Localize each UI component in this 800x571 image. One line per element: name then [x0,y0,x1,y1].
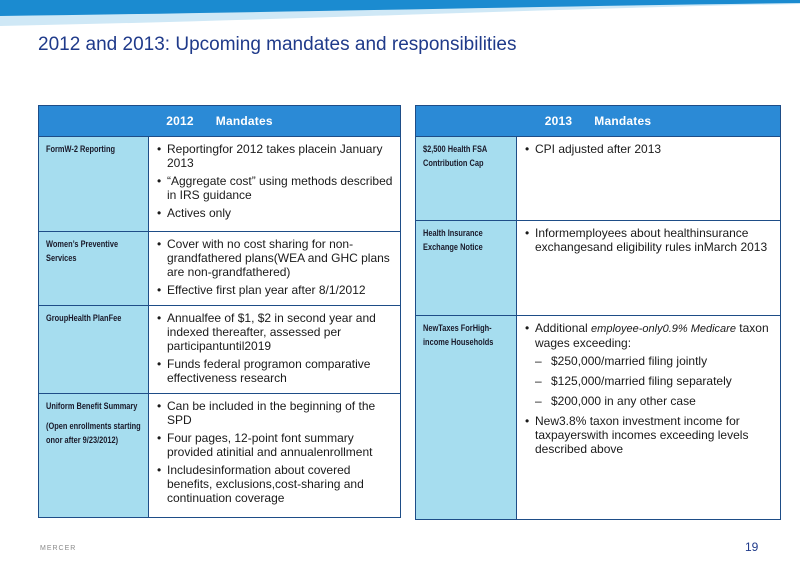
page-title: 2012 and 2013: Upcoming mandates and responsibilities [38,34,517,55]
row-content-cell [517,316,781,520]
bullet-item: • “Aggregate cost” using methods described in IRS guidance [155,174,394,202]
header-label: Mandates [215,114,273,128]
row-content-cell [149,394,401,518]
row-label: FormW-2 Reporting [46,144,116,155]
sub-bullet-item: – $125,000/married filing separately [523,374,774,388]
table-row [39,394,401,518]
table-header-row [416,106,781,137]
top-decorative-band [0,0,800,26]
mercer-logo: MERCER [40,545,77,552]
sub-bullet-item: – $200,000 in any other case [523,394,774,408]
header-year: 2012 [166,114,194,128]
bullet-item [523,321,774,350]
bullet-item: • CPI adjusted after 2013 [523,142,774,156]
bullet-item: • Four pages, 12-point font summary provided atinitial and annualenrollment [155,431,394,459]
bullet-item: • Informemployees about healthinsurance exchangesand eligibility rules inMarch 2013 [523,226,774,254]
bullet-item: • Reportingfor 2012 takes placein January 2013 [155,142,394,170]
bullet-item: • Includesinformation about covered benefits, exclusions,cost-sharing and continuation coverage [155,463,394,505]
row-content-cell [149,232,401,306]
table-2012-mandates [38,105,401,518]
page-number: 19 [745,540,759,554]
row-content-cell [149,137,401,232]
sub-bullet-item: – $250,000/married filing jointly [523,354,774,368]
bullet-item: • Effective first plan year after 8/1/2012 [155,283,394,297]
row-label: GroupHealth PlanFee [46,313,122,324]
bullet-italic-text: employee-only0.9% Medicare [591,323,736,335]
bullet-item: • Cover with no cost sharing for non-grandfathered plans(WEA and GHC plans are non-grandfathered) [155,237,394,279]
row-label-cell [416,316,517,520]
bullet-item: • Can be included in the beginning of the SPD [155,399,394,427]
row-label-cell [39,232,149,306]
table-row [416,221,781,316]
row-label: $2,500 Health FSA Contribution Cap [423,144,487,169]
row-content-cell [517,137,781,221]
row-label-cell [39,306,149,394]
row-label-note: (Open enrollments starting onor after 9/23/2012) [46,421,141,446]
bullet-item: • Annualfee of $1, $2 in second year and indexed thereafter, assessed per participantuntil2019 [155,311,394,353]
row-content-cell [149,306,401,394]
row-label: Health Insurance Exchange Notice [423,228,483,253]
row-label: Women’s Preventive Services [46,239,119,264]
bullet-text: Additional [535,321,592,335]
table-header-2012 [39,106,401,137]
table-header-row [39,106,401,137]
bullet-item: • Funds federal programon comparative effectiveness research [155,357,394,385]
bullet-text: taxon wages exceeding: [535,321,769,350]
row-label: NewTaxes ForHigh-income Households [423,323,494,348]
row-label: Uniform Benefit Summary [46,401,138,412]
table-row [39,137,401,232]
table-row [416,316,781,520]
table-2013-mandates [415,105,781,520]
row-content-cell [517,221,781,316]
row-label-cell [416,137,517,221]
table-row [39,306,401,394]
row-label-cell [416,221,517,316]
bullet-item: • New3.8% taxon investment income for taxpayerswith incomes exceeding levels described above [523,414,774,456]
row-label-cell [39,137,149,232]
header-year: 2013 [544,114,573,128]
table-row [39,232,401,306]
row-label-cell [39,394,149,518]
header-label: Mandates [594,114,652,128]
table-row [416,137,781,221]
bullet-item: • Actives only [155,206,394,220]
table-header-2013 [416,106,781,137]
